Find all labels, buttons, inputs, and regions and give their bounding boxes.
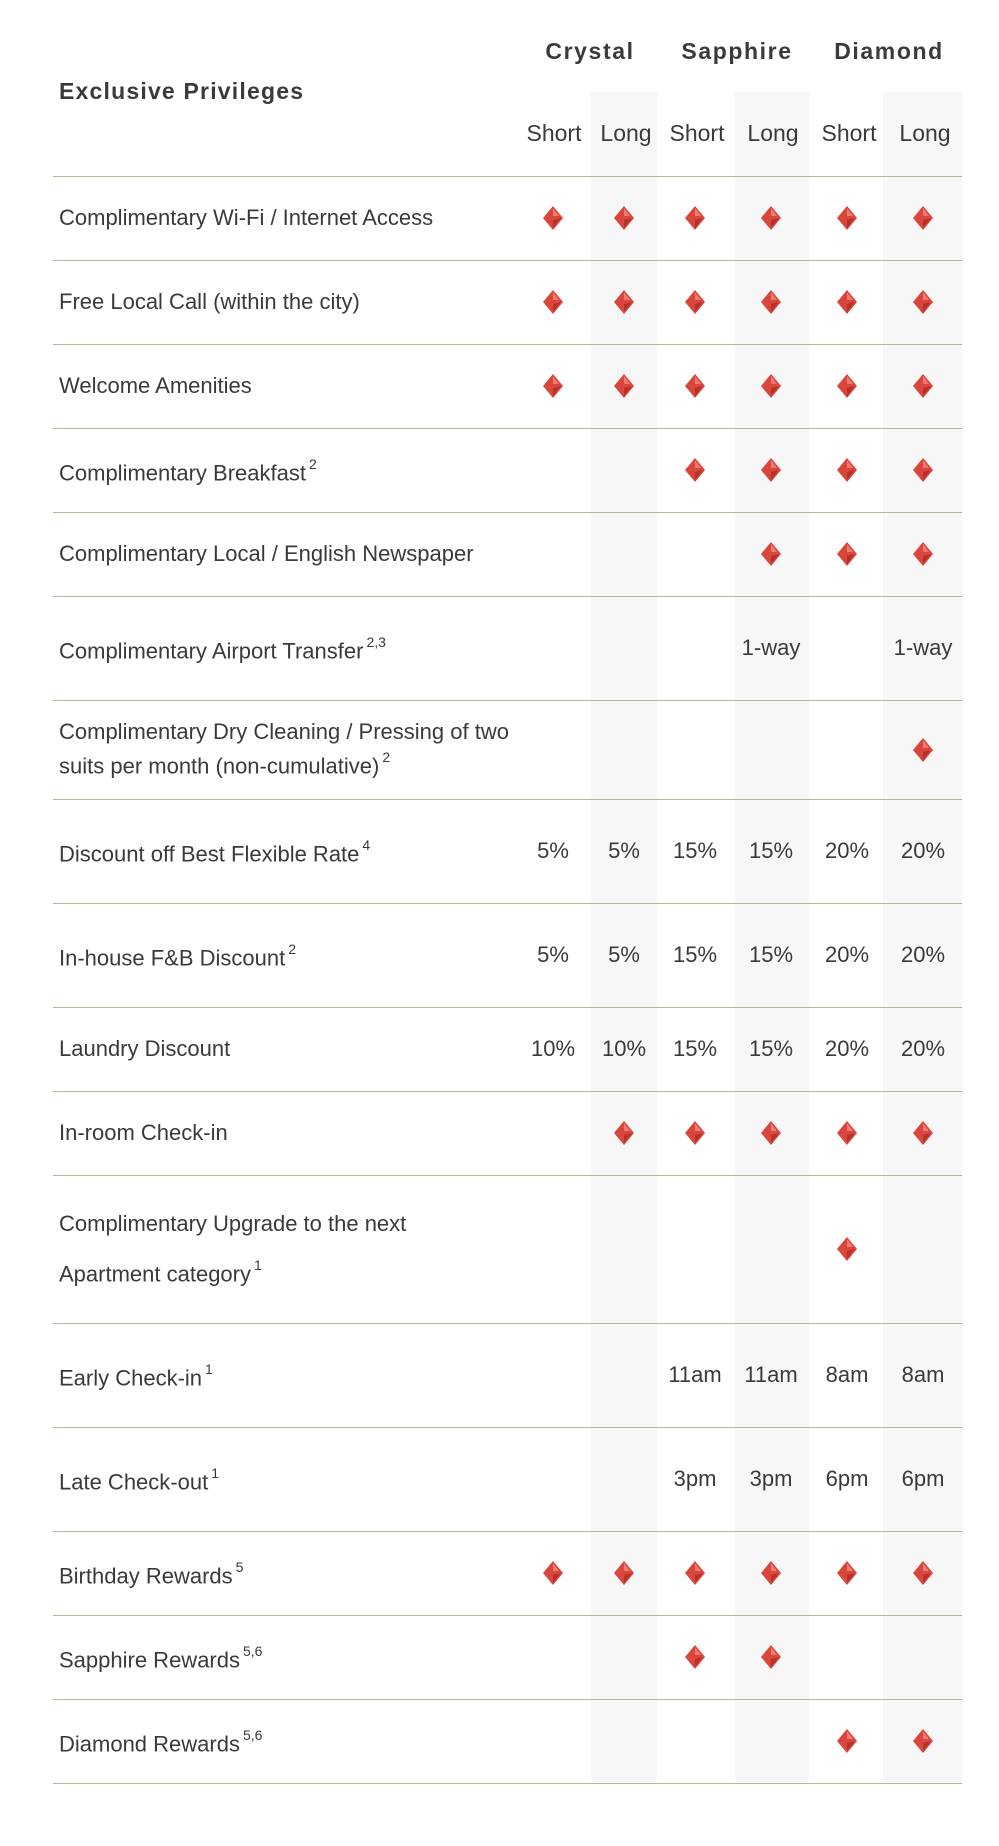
footnote-marker: 5,6: [242, 1642, 263, 1659]
cell-value-sapphire-long: 1-way: [741, 635, 801, 660]
privilege-label: [59, 1699, 509, 1783]
privilege-label-text: Complimentary Local / English Newspaper: [59, 541, 474, 566]
included-diamond-icon: [809, 1175, 885, 1323]
cell-value-diamond-long: 20%: [900, 1036, 946, 1061]
included-diamond-icon: [809, 176, 885, 260]
privilege-label: [59, 799, 509, 903]
included-diamond-icon: [515, 1531, 591, 1615]
cell-value-crystal-long: 10%: [601, 1036, 647, 1061]
table-row-newspaper: [0, 512, 999, 596]
privilege-label: [59, 700, 509, 799]
subcolumn-diamond-short: Short: [821, 120, 877, 146]
privilege-label: [59, 1615, 509, 1699]
footnote-marker: 5,6: [242, 1726, 263, 1743]
footnote-marker: 2,3: [366, 633, 386, 650]
table-row-airport-transfer: [0, 596, 999, 700]
table-row-local-call: [0, 260, 999, 344]
included-diamond-icon: [515, 176, 591, 260]
included-diamond-icon: [657, 1091, 733, 1175]
cell-value-sapphire-short: 15%: [672, 942, 718, 967]
cell-value-sapphire-long: 15%: [748, 942, 794, 967]
tier-sapphire: Sapphire: [681, 38, 793, 64]
subcolumn-sapphire-short: Short: [669, 120, 725, 146]
privilege-label: [59, 1427, 509, 1531]
included-diamond-icon: [733, 428, 809, 512]
tier-diamond: Diamond: [834, 38, 944, 64]
privilege-label-text: Complimentary Dry Cleaning / Pressing of two suits per month (non-cumulative) $^2$: [59, 719, 509, 779]
privilege-label: [59, 176, 509, 260]
table-row-wifi: [0, 176, 999, 260]
cell-value-sapphire-long: 11am: [744, 1362, 798, 1387]
table-row-best-flexible-rate: [0, 799, 999, 903]
cell-value-sapphire-short: 15%: [672, 1036, 718, 1061]
privilege-label: [59, 903, 509, 1007]
table-row-upgrade: [0, 1175, 999, 1323]
included-diamond-icon: [809, 1091, 885, 1175]
cell-value-diamond-short: 6pm: [825, 1466, 869, 1491]
privilege-label: [59, 344, 509, 428]
included-diamond-icon: [733, 260, 809, 344]
included-diamond-icon: [885, 344, 961, 428]
table-header: [0, 0, 999, 176]
footnote-marker: 2: [382, 749, 391, 766]
footnote-marker: 4: [362, 836, 371, 853]
privilege-label: [59, 1323, 509, 1427]
cell-value-diamond-long: 20%: [900, 942, 946, 967]
footnote-marker: 2: [308, 455, 317, 472]
table-row-sapphire-rewards: [0, 1615, 999, 1699]
privilege-label: [59, 596, 509, 700]
cell-value-crystal-short: 5%: [537, 942, 569, 967]
included-diamond-icon: [657, 428, 733, 512]
included-diamond-icon: [733, 512, 809, 596]
row-divider: [53, 1783, 962, 1784]
privilege-label-text: Complimentary Breakfast $^2$: [59, 455, 317, 486]
table-row-fnb-discount: [0, 903, 999, 1007]
table-row-dry-cleaning: [0, 700, 999, 799]
cell-value-sapphire-long: 15%: [748, 1036, 794, 1061]
included-diamond-icon: [657, 1531, 733, 1615]
table-row-diamond-rewards: [0, 1699, 999, 1783]
included-diamond-icon: [586, 260, 662, 344]
privilege-label: [59, 428, 509, 512]
included-diamond-icon: [885, 260, 961, 344]
privilege-label-text: Birthday Rewards $^5$: [59, 1558, 244, 1589]
privilege-label-text: Free Local Call (within the city): [59, 289, 360, 314]
included-diamond-icon: [586, 1091, 662, 1175]
cell-value-sapphire-long: 15%: [748, 838, 794, 863]
cell-value-diamond-short: 20%: [824, 942, 870, 967]
subcolumn-sapphire-long: Long: [747, 120, 799, 146]
privilege-label: [59, 1531, 509, 1615]
privilege-label-text: Complimentary Wi-Fi / Internet Access: [59, 205, 434, 230]
footnote-marker: 1: [211, 1464, 219, 1481]
cell-value-crystal-short: 10%: [530, 1036, 576, 1061]
included-diamond-icon: [657, 344, 733, 428]
included-diamond-icon: [885, 700, 961, 799]
included-diamond-icon: [733, 1091, 809, 1175]
table-row-late-checkout: [0, 1427, 999, 1531]
privilege-label-text: Sapphire Rewards $^{5,6}$: [59, 1642, 263, 1673]
cell-value-diamond-long: 20%: [900, 838, 946, 863]
included-diamond-icon: [809, 344, 885, 428]
privilege-label-text: Late Check-out $^1$: [59, 1464, 219, 1495]
cell-value-diamond-long: 1-way: [893, 635, 953, 660]
included-diamond-icon: [885, 176, 961, 260]
privilege-label-text: Laundry Discount: [59, 1036, 231, 1061]
subcolumn-crystal-short: Short: [526, 120, 582, 146]
privilege-label: [59, 1175, 509, 1323]
privilege-label-text: Diamond Rewards $^{5,6}$: [59, 1726, 263, 1757]
included-diamond-icon: [809, 428, 885, 512]
subcolumn-diamond-long: Long: [899, 120, 951, 146]
included-diamond-icon: [809, 1531, 885, 1615]
privilege-label-text: In-room Check-in: [59, 1120, 228, 1145]
included-diamond-icon: [885, 1091, 961, 1175]
cell-value-crystal-long: 5%: [608, 838, 640, 863]
privilege-label-text: Complimentary Upgrade to the next Apartment category $^1$: [59, 1210, 407, 1287]
table-row-early-checkin: [0, 1323, 999, 1427]
included-diamond-icon: [733, 1531, 809, 1615]
included-diamond-icon: [809, 512, 885, 596]
privilege-label: [59, 512, 509, 596]
table-row-in-room-checkin: [0, 1091, 999, 1175]
footnote-marker: 1: [253, 1256, 262, 1273]
included-diamond-icon: [586, 176, 662, 260]
cell-value-sapphire-short: 15%: [672, 838, 718, 863]
included-diamond-icon: [733, 1615, 809, 1699]
subcolumn-crystal-long: Long: [600, 120, 652, 146]
included-diamond-icon: [657, 260, 733, 344]
cell-value-sapphire-long: 3pm: [749, 1466, 793, 1491]
table-row-laundry-discount: [0, 1007, 999, 1091]
cell-value-diamond-long: 6pm: [901, 1466, 945, 1491]
included-diamond-icon: [885, 1699, 961, 1783]
footnote-marker: 2: [288, 940, 297, 957]
included-diamond-icon: [657, 176, 733, 260]
privilege-label-text: Complimentary Airport Transfer $^{2,3}$: [59, 633, 386, 664]
privilege-label-text: Welcome Amenities: [59, 373, 252, 398]
footnote-marker: 1: [205, 1360, 213, 1377]
cell-value-sapphire-short: 3pm: [673, 1466, 717, 1491]
cell-value-sapphire-short: 11am: [668, 1362, 722, 1387]
footnote-marker: 5: [235, 1558, 244, 1575]
included-diamond-icon: [885, 1531, 961, 1615]
included-diamond-icon: [885, 512, 961, 596]
table-row-breakfast: [0, 428, 999, 512]
included-diamond-icon: [809, 260, 885, 344]
table-row-welcome-amenities: [0, 344, 999, 428]
included-diamond-icon: [657, 1615, 733, 1699]
privilege-label-text: Early Check-in $^1$: [59, 1360, 213, 1391]
cell-value-crystal-short: 5%: [537, 838, 569, 863]
included-diamond-icon: [809, 1699, 885, 1783]
privilege-label-text: Discount off Best Flexible Rate $^4$: [59, 836, 371, 867]
cell-value-diamond-short: 8am: [825, 1362, 869, 1387]
table-row-birthday-rewards: [0, 1531, 999, 1615]
privilege-label: [59, 1091, 509, 1175]
cell-value-crystal-long: 5%: [608, 942, 640, 967]
included-diamond-icon: [733, 176, 809, 260]
included-diamond-icon: [586, 1531, 662, 1615]
cell-value-diamond-long: 8am: [901, 1362, 945, 1387]
tier-crystal: Crystal: [545, 38, 635, 64]
included-diamond-icon: [586, 344, 662, 428]
cell-value-diamond-short: 20%: [824, 838, 870, 863]
included-diamond-icon: [733, 344, 809, 428]
included-diamond-icon: [515, 344, 591, 428]
privilege-label: [59, 260, 509, 344]
privilege-label-text: In-house F&B Discount $^2$: [59, 940, 297, 971]
table-title: Exclusive Privileges: [59, 78, 305, 104]
included-diamond-icon: [515, 260, 591, 344]
included-diamond-icon: [885, 428, 961, 512]
cell-value-diamond-short: 20%: [824, 1036, 870, 1061]
privilege-label: [59, 1007, 509, 1091]
